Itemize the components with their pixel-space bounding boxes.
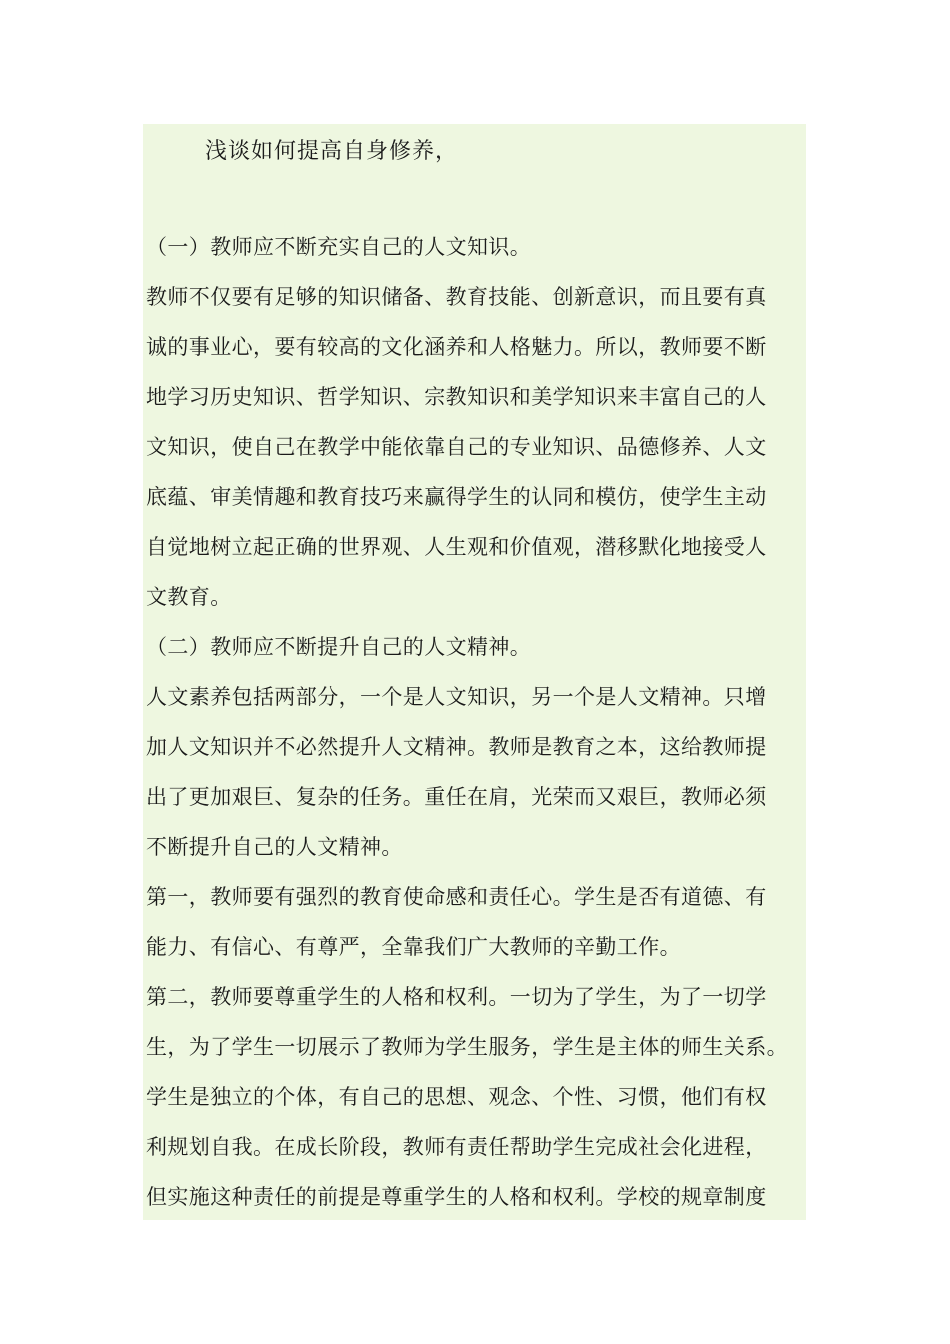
section-heading: （二）教师应不断提升自己的人文精神。 (146, 635, 532, 659)
body-line: 不断提升自己的人文精神。 (146, 835, 403, 859)
body-line: 地学习历史知识、哲学知识、宗教知识和美学知识来丰富自己的人 (146, 385, 767, 409)
document-title: 浅谈如何提高自身修养， (204, 139, 458, 164)
body-line: 出了更加艰巨、复杂的任务。重任在肩，光荣而又艰巨，教师必须 (146, 785, 767, 809)
body-line: 人文素养包括两部分，一个是人文知识，另一个是人文精神。只增 (146, 685, 767, 709)
body-line: 诚的事业心，要有较高的文化涵养和人格魅力。所以，教师要不断 (146, 335, 767, 359)
body-line: 自觉地树立起正确的世界观、人生观和价值观，潜移默化地接受人 (146, 535, 767, 559)
body-line: 生，为了学生一切展示了教师为学生服务，学生是主体的师生关系。 (146, 1035, 788, 1059)
body-line: 第二，教师要尊重学生的人格和权利。一切为了学生，为了一切学 (146, 985, 767, 1009)
body-line: 文知识，使自己在教学中能依靠自己的专业知识、品德修养、人文 (146, 435, 767, 459)
body-line: 但实施这种责任的前提是尊重学生的人格和权利。学校的规章制度 (146, 1185, 767, 1209)
body-line: 文教育。 (146, 585, 232, 609)
body-line: 学生是独立的个体，有自己的思想、观念、个性、习惯，他们有权 (146, 1085, 767, 1109)
body-line: 第一，教师要有强烈的教育使命感和责任心。学生是否有道德、有 (146, 885, 767, 909)
body-line: 教师不仅要有足够的知识储备、教育技能、创新意识，而且要有真 (146, 285, 767, 309)
body-line: 能力、有信心、有尊严，全靠我们广大教师的辛勤工作。 (146, 935, 681, 959)
body-line: 加人文知识并不必然提升人文精神。教师是教育之本，这给教师提 (146, 735, 767, 759)
body-line: 利规划自我。在成长阶段，教师有责任帮助学生完成社会化进程， (146, 1135, 767, 1159)
section-heading: （一）教师应不断充实自己的人文知识。 (146, 235, 532, 259)
body-line: 底蕴、审美情趣和教育技巧来赢得学生的认同和模仿，使学生主动 (146, 485, 767, 509)
